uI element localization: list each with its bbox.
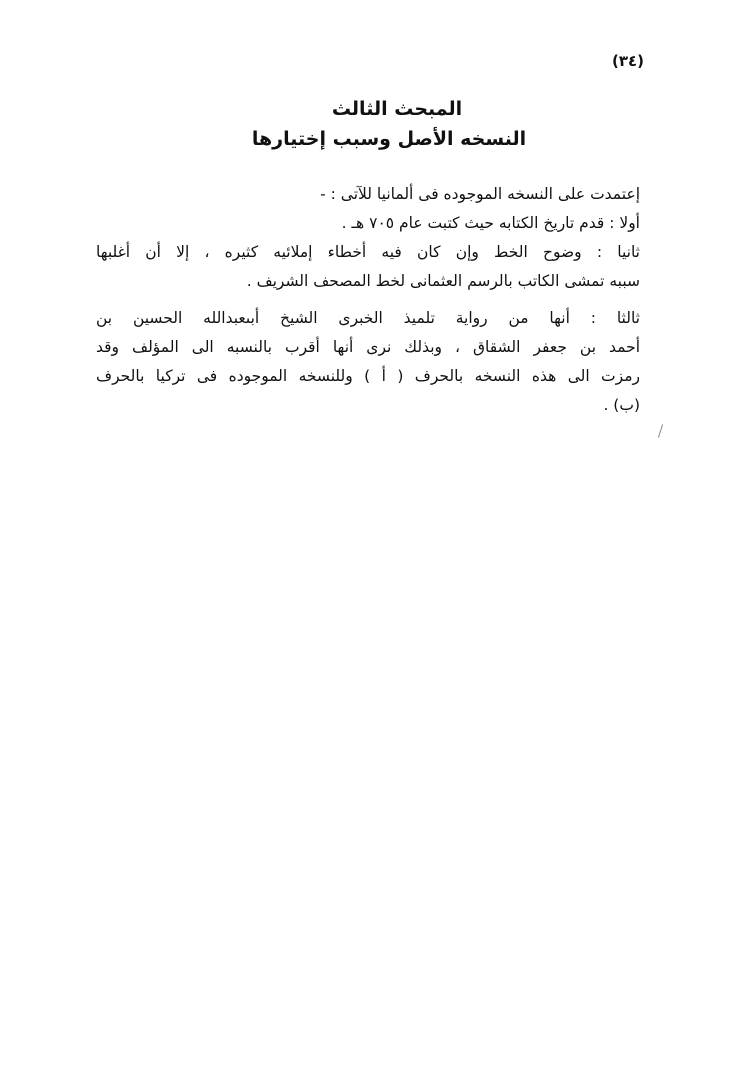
point-three-line-3: رمزت الى هذه النسخه بالحرف ( أ ) وللنسخه الموجوده فى تركيا بالحرف (96, 367, 640, 385)
section-heading: المبحث الثالث (331, 98, 463, 120)
point-three-line-4: (ب) . (603, 396, 640, 414)
point-three-line-2: أحمد بن جعفر الشقاق ، وبذلك نرى أنها أقرب بالنسبه الى المؤلف وقد (96, 338, 640, 356)
body-text (96, 180, 640, 420)
page-number: (٣٤) (611, 52, 644, 70)
scan-mark (658, 424, 663, 438)
intro-line: إعتمدت على النسخه الموجوده فى ألمانيا للآتى : - (320, 185, 640, 203)
point-one-line: أولا : قدم تاريخ الكتابه حيث كتبت عام ٧٠٥ هـ . (341, 214, 640, 232)
section-subheading: النسخه الأصل وسبب إختيارها (251, 128, 527, 150)
point-two-line-1: ثانيا : وضوح الخط وإن كان فيه أخطاء إملائيه كثيره ، إلا أن أغلبها (96, 243, 640, 261)
point-three-line-1: ثالثا : أنها من رواية تلميذ الخبرى الشيخ أبىعبدالله الحسين بن (96, 309, 640, 327)
point-two-line-2: سببه تمشى الكاتب بالرسم العثمانى لخط المصحف الشريف . (246, 272, 640, 290)
